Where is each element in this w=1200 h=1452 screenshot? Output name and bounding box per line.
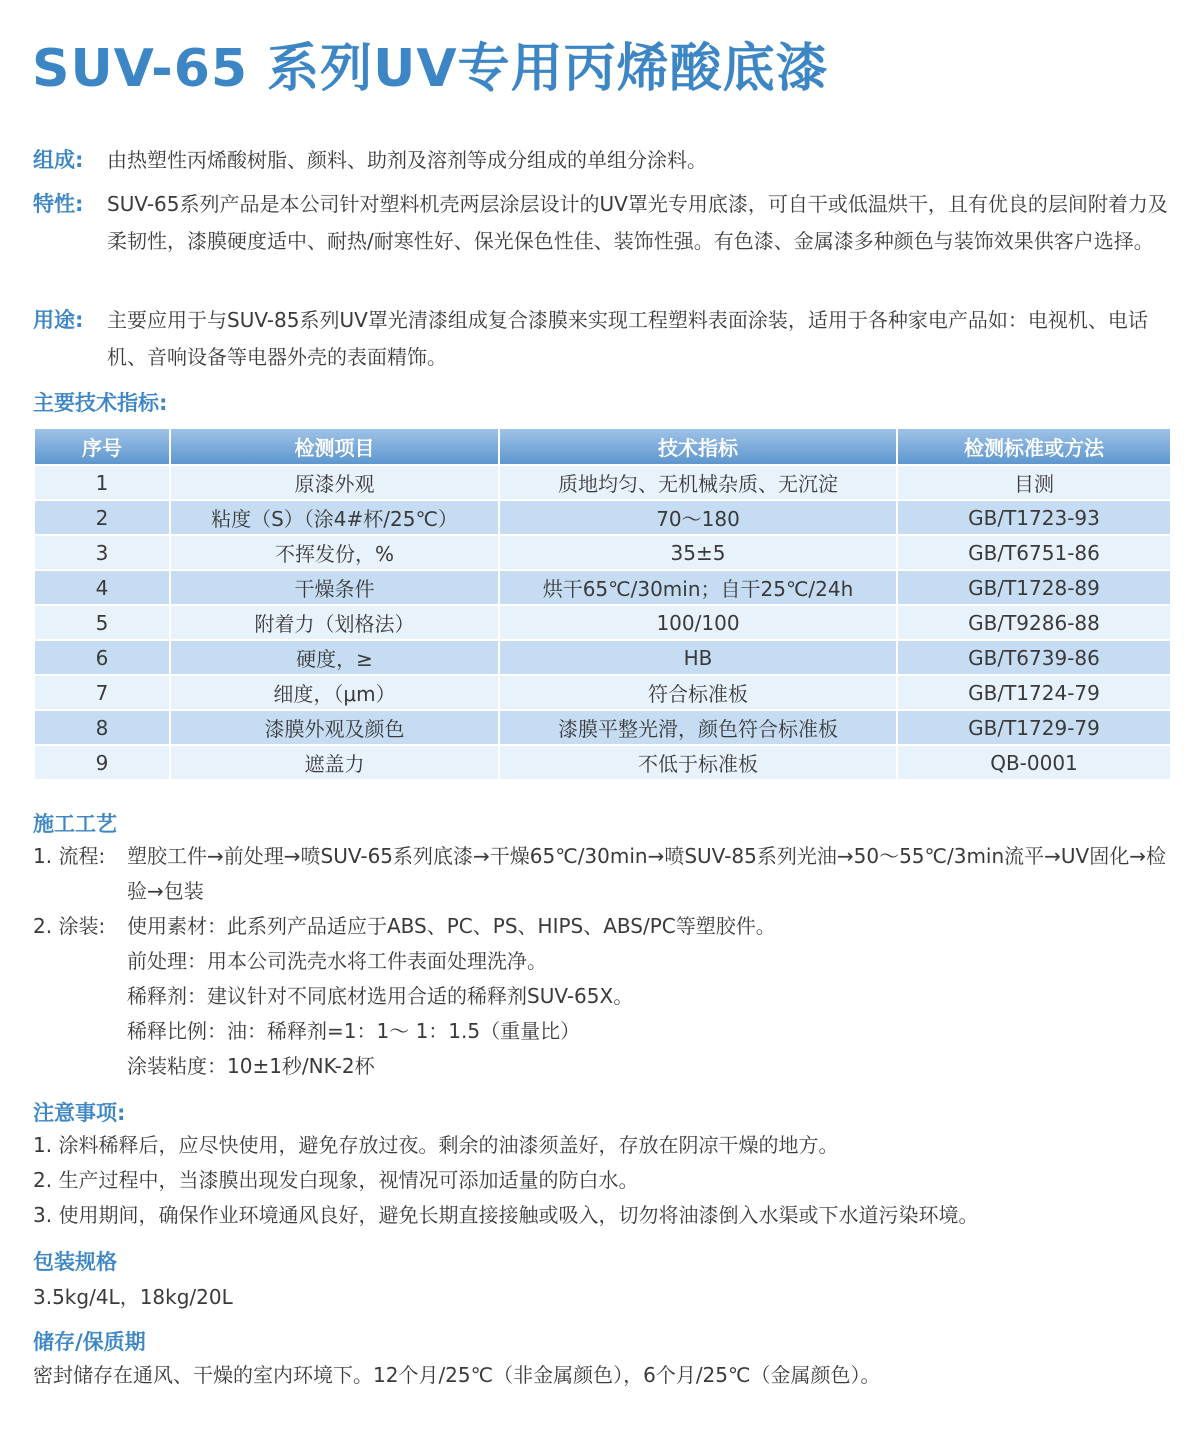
table-cell: 硬度，≥ bbox=[171, 641, 498, 676]
table-row bbox=[35, 606, 1170, 641]
table-row bbox=[35, 746, 1170, 781]
table-cell: HB bbox=[500, 641, 896, 676]
packaging-title: 包装规格 bbox=[33, 1250, 117, 1274]
table-cell: GB/T1728-89 bbox=[898, 571, 1170, 606]
table-cell: GB/T6739-86 bbox=[898, 641, 1170, 676]
table-cell: 70～180 bbox=[500, 501, 896, 536]
features-text: SUV-65系列产品是本公司针对塑料机壳两层涂层设计的UV罩光专用底漆，可自干或低温烘干，且有优良的层间附着力及柔韧性，漆膜硬度适中、耐热/耐寒性好、保光保色性佳、装饰性强。有色漆、金属漆多种颜色与装饰效果供客户选择。 bbox=[107, 192, 1168, 253]
list-item: 2. 生产过程中，当漆膜出现发白现象，视情况可添加适量的防白水。 bbox=[33, 1168, 639, 1192]
coating-item: 使用素材：此系列产品适应于ABS、PC、PS、HIPS、ABS/PC等塑胶件。 bbox=[127, 914, 776, 938]
coating-row bbox=[33, 909, 1173, 944]
table-row bbox=[35, 676, 1170, 711]
table-cell: 7 bbox=[35, 676, 169, 711]
list-item: 1. 涂料稀释后，应尽快使用，避免存放过夜。剩余的油漆须盖好，存放在阴凉干燥的地方。 bbox=[33, 1133, 839, 1157]
table-row bbox=[35, 536, 1170, 571]
table-cell: 不低于标准板 bbox=[500, 746, 896, 781]
table-cell: 1 bbox=[35, 466, 169, 501]
header-index: 序号 bbox=[35, 429, 169, 466]
table-cell: 原漆外观 bbox=[171, 466, 498, 501]
table-cell: 附着力（划格法） bbox=[171, 606, 498, 641]
spec-title: 主要技术指标: bbox=[33, 391, 168, 415]
composition-section bbox=[33, 142, 1173, 179]
coating-label: 2. 涂装: bbox=[33, 914, 106, 938]
header-method: 检测标准或方法 bbox=[898, 429, 1170, 466]
header-spec: 技术指标 bbox=[500, 429, 896, 466]
table-cell: 漆膜外观及颜色 bbox=[171, 711, 498, 746]
usage-section bbox=[33, 302, 1173, 376]
table-cell: 9 bbox=[35, 746, 169, 781]
table-cell: GB/T1729-79 bbox=[898, 711, 1170, 746]
table-cell: 干燥条件 bbox=[171, 571, 498, 606]
table-cell: GB/T1723-93 bbox=[898, 501, 1170, 536]
coating-item: 稀释剂：建议针对不同底材选用合适的稀释剂SUV-65X。 bbox=[127, 984, 634, 1008]
usage-text: 主要应用于与SUV-85系列UV罩光清漆组成复合漆膜来实现工程塑料表面涂装，适用于各种家电产品如：电视机、电话机、音响设备等电器外壳的表面精饰。 bbox=[107, 308, 1148, 369]
features-label: 特性: bbox=[33, 192, 84, 216]
table-cell: 目测 bbox=[898, 466, 1170, 501]
notes-section bbox=[33, 1128, 1173, 1233]
coating-item: 前处理：用本公司洗壳水将工件表面处理洗净。 bbox=[127, 949, 547, 973]
table-row bbox=[35, 466, 1170, 501]
storage-title: 储存/保质期 bbox=[33, 1330, 146, 1354]
table-row bbox=[35, 641, 1170, 676]
table-cell: 35±5 bbox=[500, 536, 896, 571]
table-cell: 100/100 bbox=[500, 606, 896, 641]
coating-item: 涂装粘度：10±1秒/NK-2杯 bbox=[127, 1054, 375, 1078]
table-cell: 6 bbox=[35, 641, 169, 676]
table-cell: GB/T1724-79 bbox=[898, 676, 1170, 711]
storage-section bbox=[33, 1358, 1173, 1393]
spec-table bbox=[33, 429, 1172, 781]
table-cell: 烘干65℃/30min；自干25℃/24h bbox=[500, 571, 896, 606]
table-cell: GB/T9286-88 bbox=[898, 606, 1170, 641]
table-cell: 细度，（μm） bbox=[171, 676, 498, 711]
table-cell: 质地均匀、无机械杂质、无沉淀 bbox=[500, 466, 896, 501]
composition-label: 组成: bbox=[33, 148, 84, 172]
packaging-text: 3.5kg/4L，18kg/20L bbox=[33, 1285, 233, 1309]
header-item: 检测项目 bbox=[171, 429, 498, 466]
composition-text: 由热塑性丙烯酸树脂、颜料、助剂及溶剂等成分组成的单组分涂料。 bbox=[107, 148, 707, 172]
page-title: SUV-65 系列UV专用丙烯酸底漆 bbox=[32, 39, 829, 99]
process-section bbox=[33, 839, 1173, 1084]
table-cell: 2 bbox=[35, 501, 169, 536]
spec-table-header bbox=[35, 429, 1170, 466]
features-section bbox=[33, 186, 1173, 260]
table-cell: 漆膜平整光滑，颜色符合标准板 bbox=[500, 711, 896, 746]
table-row bbox=[35, 571, 1170, 606]
table-cell: 粘度（S）（涂4#杯/25℃） bbox=[171, 501, 498, 536]
table-cell: QB-0001 bbox=[898, 746, 1170, 781]
packaging-section bbox=[33, 1280, 1173, 1315]
flow-label: 1. 流程: bbox=[33, 844, 106, 868]
table-cell: 8 bbox=[35, 711, 169, 746]
table-cell: 3 bbox=[35, 536, 169, 571]
coating-item: 稀释比例：油：稀释剂=1：1～ 1：1.5（重量比） bbox=[127, 1019, 581, 1043]
table-row bbox=[35, 711, 1170, 746]
table-cell: 遮盖力 bbox=[171, 746, 498, 781]
table-cell: GB/T6751-86 bbox=[898, 536, 1170, 571]
notes-title: 注意事项: bbox=[33, 1101, 126, 1125]
table-cell: 不挥发份，% bbox=[171, 536, 498, 571]
process-flow bbox=[33, 839, 1173, 909]
table-cell: 符合标准板 bbox=[500, 676, 896, 711]
storage-text: 密封储存在通风、干燥的室内环境下。12个月/25℃（非金属颜色），6个月/25℃（金属颜色）。 bbox=[33, 1363, 881, 1387]
table-row bbox=[35, 501, 1170, 536]
usage-label: 用途: bbox=[33, 308, 84, 332]
table-cell: 4 bbox=[35, 571, 169, 606]
table-cell: 5 bbox=[35, 606, 169, 641]
process-title: 施工工艺 bbox=[33, 812, 117, 836]
list-item: 3. 使用期间，确保作业环境通风良好，避免长期直接接触或吸入，切勿将油漆倒入水渠或下水道污染环境。 bbox=[33, 1203, 979, 1227]
flow-text: 塑胶工件→前处理→喷SUV-65系列底漆→干燥65℃/30min→喷SUV-85系列光油→50～55℃/3min流平→UV固化→检验→包装 bbox=[127, 844, 1166, 903]
